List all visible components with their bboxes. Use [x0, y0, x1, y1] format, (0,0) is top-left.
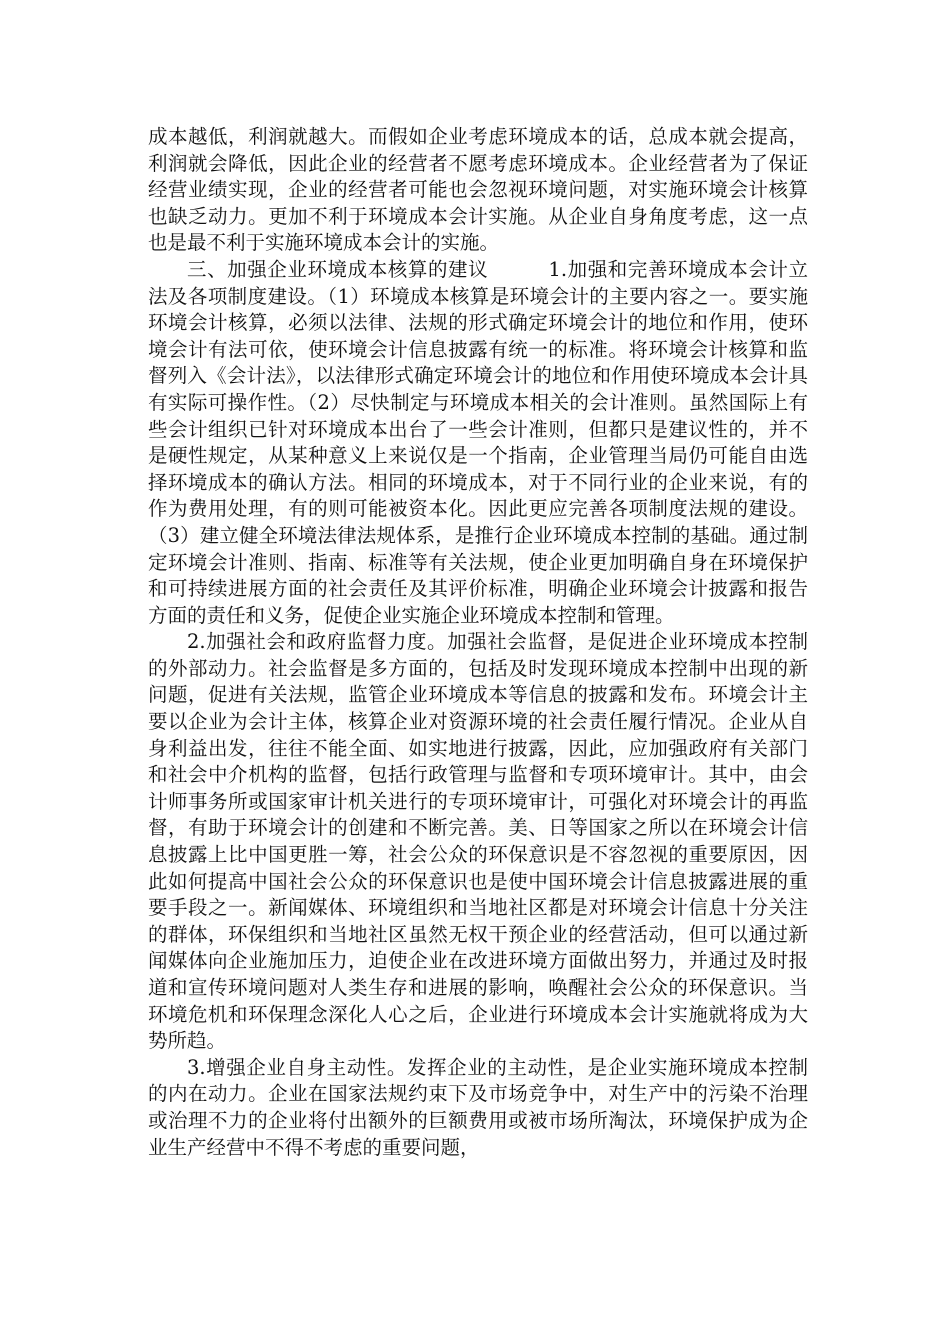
paragraph-continuation: 成本越低，利润就越大。而假如企业考虑环境成本的话，总成本就会提高，利润就会降低，因此企业的经营者不愿考虑环境成本。企业经营者为了保证经营业绩实现，企业的经营者可能也会忽视环境问题，对实施环境会计核算也缺乏动力。更加不利于环境成本会计实施。从企业自身角度考虑，这一点也是最不利于实施环境成本会计的实施。 — [148, 125, 808, 255]
paragraph-section-three-suggestions: 三、加强企业环境成本核算的建议 1.加强和完善环境成本会计立法及各项制度建设。（1）环境成本核算是环境会计的主要内容之一。要实施环境会计核算，必须以法律、法规的形式确定环境会计的地位和作用，使环境会计有法可依，使环境会计信息披露有统一的标准。将环境会计核算和监督列入《会计法》，以法律形式确定环境会计的地位和作用使环境成本会计具有实际可操作性。（2）尽快制定与环境成本相关的会计准则。虽然国际上有些会计组织已针对环境成本出台了一些会计准则，但都只是建议性的，并不是硬性规定，从某种意义上来说仅是一个指南，企业管理当局仍可能自由选择环境成本的确认方法。相同的环境成本，对于不同行业的企业来说，有的作为费用处理，有的则可能被资本化。因此更应完善各项制度法规的建设。（3）建立健全环境法律法规体系，是推行企业环境成本控制的基础。通过制定环境会计准则、指南、标准等有关法规，使企业更加明确自身在环境保护和可持续进展方面的社会责任及其评价标准，明确企业环境会计披露和报告方面的责任和义务，促使企业实施企业环境成本控制和管理。 — [148, 257, 808, 627]
paragraph-enterprise-initiative: 3.增强企业自身主动性。发挥企业的主动性，是企业实施环境成本控制的内在动力。企业在国家法规约束下及市场竞争中，对生产中的污染不治理或治理不力的企业将付出额外的巨额费用或被市场所淘汰，环境保护成为企业生产经营中不得不考虑的重要问题， — [148, 1055, 808, 1159]
paragraph-social-government-supervision: 2.加强社会和政府监督力度。加强社会监督，是促进企业环境成本控制的外部动力。社会监督是多方面的，包括及时发现环境成本控制中出现的新问题，促进有关法规，监管企业环境成本等信息的披露和发布。环境会计主要以企业为会计主体，核算企业对资源环境的社会责任履行情况。企业从自身利益出发，往往不能全面、如实地进行披露，因此，应加强政府有关部门和社会中介机构的监督，包括行政管理与监督和专项环境审计。其中，由会计师事务所或国家审计机关进行的专项环境审计，可强化对环境会计的再监督，有助于环境会计的创建和不断完善。美、日等国家之所以在环境会计信息披露上比中国更胜一筹，社会公众的环保意识是不容忽视的重要原因，因此如何提高中国社会公众的环保意识也是使中国环境会计信息披露进展的重要手段之一。新闻媒体、环境组织和当地社区都是对环境会计信息十分关注的群体，环保组织和当地社区虽然无权干预企业的经营活动，但可以通过新闻媒体向企业施加压力，迫使企业在改进环境方面做出努力，并通过及时报道和宣传环境问题对人类生存和进展的影响，唤醒社会公众的环保意识。当环境危机和环保理念深化人心之后，企业进行环境成本会计实施就将成为大势所趋。 — [148, 630, 808, 1053]
document-body — [148, 124, 808, 1161]
